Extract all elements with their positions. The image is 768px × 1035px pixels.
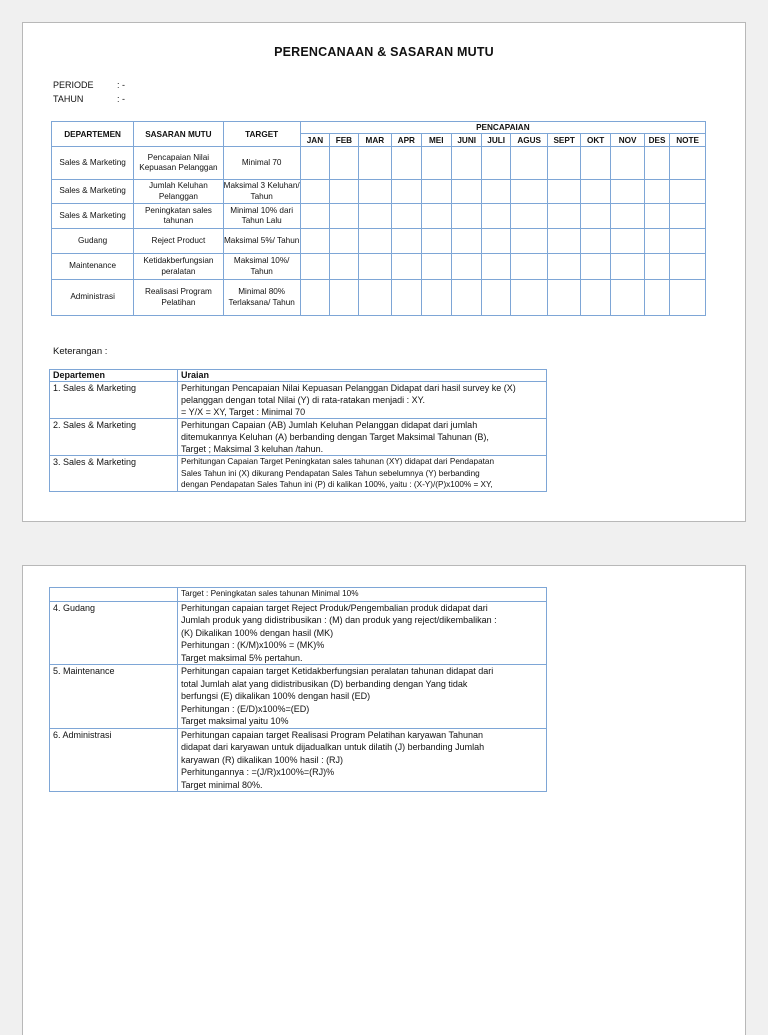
table-row xyxy=(52,180,706,204)
cell-pencapaian xyxy=(580,180,610,204)
tahun-label: TAHUN xyxy=(53,94,84,104)
cell-target: Minimal 70 xyxy=(223,147,300,180)
uraian-line: Perhitungan Pencapaian Nilai Kepuasan Pelanggan Didapat dari hasil survey ke (X) xyxy=(181,383,516,393)
periode-label: PERIODE xyxy=(53,80,94,90)
cell-pencapaian xyxy=(548,180,580,204)
cell-pencapaian xyxy=(330,254,358,280)
periode-line xyxy=(53,80,125,90)
tahun-line xyxy=(53,94,125,104)
cell-sasaran: Jumlah Keluhan Pelanggan xyxy=(134,180,223,204)
cell-pencapaian xyxy=(611,147,645,180)
cell-pencapaian xyxy=(510,229,548,254)
cell-pencapaian xyxy=(392,254,421,280)
uraian-line: Target maksimal yaitu 10% xyxy=(181,716,289,726)
uraian-line: Sales Tahun ini (X) dikurang Pendapatan Sales Tahun sebelumnya (Y) berbanding xyxy=(181,468,480,478)
uraian-line: Target minimal 80%. xyxy=(181,779,263,790)
cell-pencapaian xyxy=(358,204,392,229)
document-page-2 xyxy=(22,565,746,1035)
month-header-okt: OKT xyxy=(580,134,610,147)
cell-pencapaian xyxy=(611,280,645,316)
uraian-line: Perhitungan capaian target Reject Produk/Pengembalian produk didapat dari xyxy=(181,602,488,613)
cell-pencapaian xyxy=(451,229,481,254)
col-header-pencapaian: PENCAPAIAN xyxy=(300,122,705,134)
list-item xyxy=(50,665,547,729)
col-header-target: TARGET xyxy=(223,122,300,147)
cell-pencapaian xyxy=(358,180,392,204)
list-item xyxy=(50,728,547,792)
ket-header-uraian: Uraian xyxy=(178,370,547,382)
cell-pencapaian xyxy=(611,229,645,254)
cell-pencapaian xyxy=(451,254,481,280)
cell-pencapaian xyxy=(482,280,510,316)
cell-pencapaian xyxy=(670,204,706,229)
sasaran-mutu-table xyxy=(51,121,706,316)
month-header-juli: JULI xyxy=(482,134,510,147)
cell-pencapaian xyxy=(611,254,645,280)
month-header-sept: SEPT xyxy=(548,134,580,147)
cell-pencapaian xyxy=(392,204,421,229)
cell-pencapaian xyxy=(482,204,510,229)
uraian-line: Target maksimal 5% pertahun. xyxy=(181,652,303,663)
cell-target: Minimal 80% Terlaksana/ Tahun xyxy=(223,280,300,316)
uraian-line: berfungsi (E) dikalikan 100% dengan hasil (ED) xyxy=(181,691,371,701)
month-header-mei: MEI xyxy=(421,134,451,147)
uraian-line: pelanggan dengan total Nilai (Y) di rata-ratakan menjadi : XY. xyxy=(181,395,425,405)
cell-pencapaian xyxy=(482,229,510,254)
table-row xyxy=(52,280,706,316)
cell-pencapaian xyxy=(644,204,669,229)
cell-pencapaian xyxy=(580,254,610,280)
uraian-line: Perhitungan capaian target Ketidakberfungsian peralatan tahunan didapat dari xyxy=(181,666,494,676)
ket-departemen: 6. Administrasi xyxy=(50,728,178,792)
cell-pencapaian xyxy=(421,147,451,180)
cell-pencapaian xyxy=(644,147,669,180)
cell-target: Maksimal 3 Keluhan/ Tahun xyxy=(223,180,300,204)
cell-pencapaian xyxy=(421,280,451,316)
uraian-line: total Jumlah alat yang didistribusikan (D) berbanding dengan Yang tidak xyxy=(181,678,468,689)
cell-pencapaian xyxy=(482,147,510,180)
tahun-value: : - xyxy=(117,94,125,104)
cell-sasaran: Pencapaian Nilai Kepuasan Pelanggan xyxy=(134,147,223,180)
ket-uraian xyxy=(178,419,547,456)
cell-pencapaian xyxy=(330,180,358,204)
page-title: PERENCANAAN & SASARAN MUTU xyxy=(274,45,494,59)
ket-departemen xyxy=(50,588,178,602)
month-header-mar: MAR xyxy=(358,134,392,147)
uraian-line: Perhitungan capaian target Realisasi Program Pelatihan karyawan Tahunan xyxy=(181,729,484,740)
cell-pencapaian xyxy=(548,204,580,229)
month-header-agus: AGUS xyxy=(510,134,548,147)
cell-pencapaian xyxy=(300,180,329,204)
cell-pencapaian xyxy=(510,254,548,280)
cell-sasaran: Reject Product xyxy=(134,229,223,254)
list-item xyxy=(50,382,547,419)
cell-pencapaian xyxy=(358,280,392,316)
cell-pencapaian xyxy=(421,254,451,280)
cell-departemen: Gudang xyxy=(52,229,134,254)
cell-target: Minimal 10% dari Tahun Lalu xyxy=(223,204,300,229)
cell-departemen: Sales & Marketing xyxy=(52,204,134,229)
cell-pencapaian xyxy=(644,229,669,254)
cell-pencapaian xyxy=(300,254,329,280)
cell-pencapaian xyxy=(580,204,610,229)
cell-pencapaian xyxy=(300,280,329,316)
table-row xyxy=(52,254,706,280)
ket-departemen: 3. Sales & Marketing xyxy=(50,456,178,492)
cell-pencapaian xyxy=(451,280,481,316)
ket-uraian xyxy=(178,382,547,419)
uraian-line: dengan Pendapatan Sales Tahun ini (P) di kalikan 100%, yaitu : (X-Y)/(P)x100% = XY, xyxy=(181,480,493,489)
cell-pencapaian xyxy=(421,229,451,254)
list-item xyxy=(50,456,547,492)
document-page-1 xyxy=(22,22,746,522)
month-header-note: NOTE xyxy=(670,134,706,147)
cell-pencapaian xyxy=(330,204,358,229)
cell-pencapaian xyxy=(421,204,451,229)
cell-pencapaian xyxy=(451,147,481,180)
uraian-line: Target : Peningkatan sales tahunan Minimal 10% xyxy=(181,589,359,598)
uraian-line: Perhitungan Capaian (AB) Jumlah Keluhan Pelanggan didapat dari jumlah xyxy=(181,420,478,430)
ket-departemen: 5. Maintenance xyxy=(50,665,178,729)
cell-pencapaian xyxy=(392,280,421,316)
cell-pencapaian xyxy=(451,204,481,229)
ket-departemen: 1. Sales & Marketing xyxy=(50,382,178,419)
cell-sasaran: Ketidakberfungsian peralatan xyxy=(134,254,223,280)
ket-departemen: 4. Gudang xyxy=(50,601,178,665)
cell-pencapaian xyxy=(330,280,358,316)
cell-pencapaian xyxy=(644,180,669,204)
month-header-nov: NOV xyxy=(611,134,645,147)
list-item xyxy=(50,419,547,456)
uraian-line: (K) Dikalikan 100% dengan hasil (MK) xyxy=(181,627,334,638)
month-header-apr: APR xyxy=(392,134,421,147)
ket-uraian xyxy=(178,588,547,602)
uraian-line: karyawan (R) dikalikan 100% hasil : (RJ) xyxy=(181,754,344,765)
cell-pencapaian xyxy=(421,180,451,204)
cell-pencapaian xyxy=(392,147,421,180)
uraian-line: Perhitungan : (K/M)x100% = (MK)% xyxy=(181,640,325,650)
cell-pencapaian xyxy=(330,229,358,254)
cell-pencapaian xyxy=(611,180,645,204)
cell-pencapaian xyxy=(358,229,392,254)
cell-sasaran: Peningkatan sales tahunan xyxy=(134,204,223,229)
col-header-sasaran-mutu: SASARAN MUTU xyxy=(134,122,223,147)
cell-pencapaian xyxy=(548,229,580,254)
cell-pencapaian xyxy=(300,229,329,254)
cell-pencapaian xyxy=(580,147,610,180)
cell-pencapaian xyxy=(548,147,580,180)
ket-uraian xyxy=(178,665,547,729)
ket-header-departemen: Departemen xyxy=(50,370,178,382)
cell-pencapaian xyxy=(580,229,610,254)
cell-departemen: Maintenance xyxy=(52,254,134,280)
uraian-line: didapat dari karyawan untuk dijadualkan untuk dilatih (J) berbanding Jumlah xyxy=(181,742,485,752)
cell-pencapaian xyxy=(644,280,669,316)
cell-departemen: Administrasi xyxy=(52,280,134,316)
uraian-line: Perhitungan Capaian Target Peningkatan sales tahunan (XY) didapat dari Pendapatan xyxy=(181,457,495,466)
month-header-juni: JUNI xyxy=(451,134,481,147)
month-header-des: DES xyxy=(644,134,669,147)
cell-pencapaian xyxy=(392,229,421,254)
cell-pencapaian xyxy=(580,280,610,316)
month-header-jan: JAN xyxy=(300,134,329,147)
cell-pencapaian xyxy=(358,254,392,280)
cell-pencapaian xyxy=(548,280,580,316)
sasaran-mutu-body xyxy=(52,147,706,316)
ket-uraian xyxy=(178,728,547,792)
cell-pencapaian xyxy=(670,280,706,316)
cell-pencapaian xyxy=(670,147,706,180)
cell-departemen: Sales & Marketing xyxy=(52,180,134,204)
uraian-line: Perhitungannya : =(J/R)x100%=(RJ)% xyxy=(181,767,335,777)
cell-pencapaian xyxy=(548,254,580,280)
list-item xyxy=(50,588,547,602)
cell-pencapaian xyxy=(510,280,548,316)
cell-pencapaian xyxy=(330,147,358,180)
uraian-line: = Y/X = XY, Target : Minimal 70 xyxy=(181,407,306,417)
keterangan-table-1 xyxy=(49,369,547,492)
cell-pencapaian xyxy=(510,204,548,229)
cell-sasaran: Realisasi Program Pelatihan xyxy=(134,280,223,316)
ket-departemen: 2. Sales & Marketing xyxy=(50,419,178,456)
cell-pencapaian xyxy=(670,229,706,254)
keterangan-table-2 xyxy=(49,587,547,792)
col-header-departemen: DEPARTEMEN xyxy=(52,122,134,147)
cell-pencapaian xyxy=(611,204,645,229)
keterangan-body-1 xyxy=(50,382,547,492)
uraian-line: ditemukannya Keluhan (A) berbanding dengan Target Maksimal Tahunan (B), xyxy=(181,432,489,442)
cell-pencapaian xyxy=(482,254,510,280)
table-row xyxy=(52,229,706,254)
cell-pencapaian xyxy=(644,254,669,280)
ket-uraian xyxy=(178,456,547,492)
cell-pencapaian xyxy=(451,180,481,204)
cell-pencapaian xyxy=(510,180,548,204)
keterangan-label: Keterangan : xyxy=(53,346,108,357)
cell-pencapaian xyxy=(670,180,706,204)
table-row xyxy=(52,204,706,229)
keterangan-body-2 xyxy=(50,588,547,792)
uraian-line: Perhitungan : (E/D)x100%=(ED) xyxy=(181,703,310,714)
list-item xyxy=(50,601,547,665)
cell-target: Maksimal 10%/ Tahun xyxy=(223,254,300,280)
cell-pencapaian xyxy=(358,147,392,180)
cell-pencapaian xyxy=(300,147,329,180)
uraian-line: Target ; Maksimal 3 keluhan /tahun. xyxy=(181,444,324,454)
cell-pencapaian xyxy=(300,204,329,229)
cell-pencapaian xyxy=(482,180,510,204)
month-header-feb: FEB xyxy=(330,134,358,147)
uraian-line: Jumlah produk yang didistribusikan : (M) dan produk yang reject/dikembalikan : xyxy=(181,615,497,625)
periode-value: : - xyxy=(117,80,125,90)
cell-pencapaian xyxy=(670,254,706,280)
cell-pencapaian xyxy=(392,180,421,204)
ket-uraian xyxy=(178,601,547,665)
cell-departemen: Sales & Marketing xyxy=(52,147,134,180)
cell-pencapaian xyxy=(510,147,548,180)
table-row xyxy=(52,147,706,180)
cell-target: Maksimal 5%/ Tahun xyxy=(223,229,300,254)
